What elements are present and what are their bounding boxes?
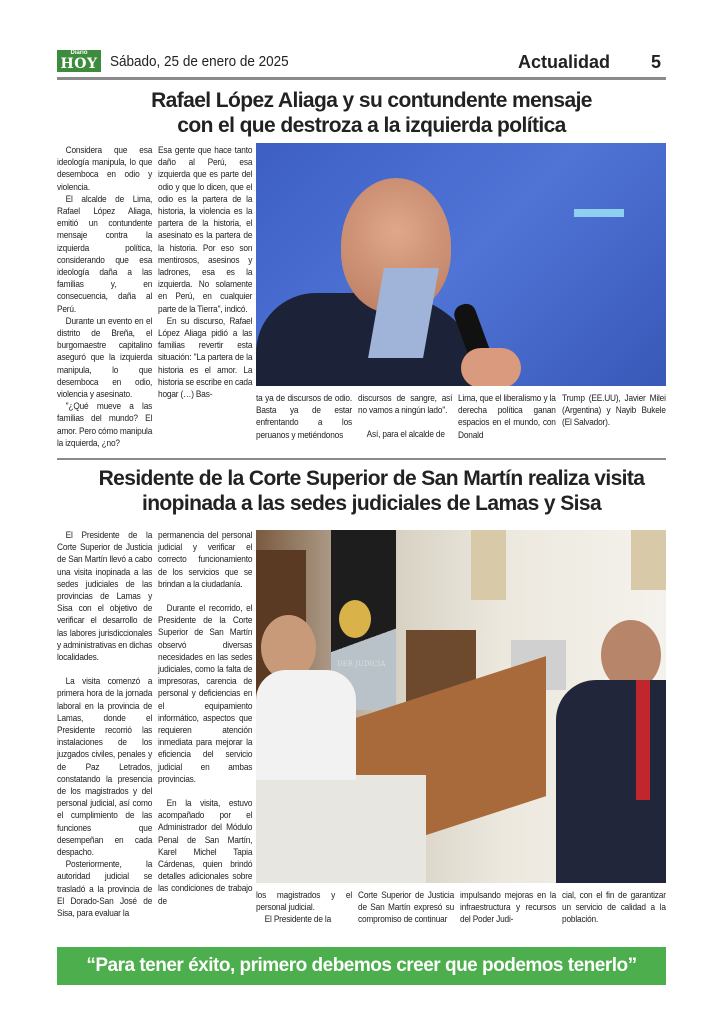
paragraph: El Presidente de la: [264, 914, 332, 926]
section-title: Actualidad: [518, 52, 611, 72]
paragraph: "¿Qué mueve a las familias del mundo? El amor. Pero cómo manipula la izquierda, ¿no?: [57, 401, 153, 449]
article1-column-1: [57, 145, 152, 450]
article2-column-5: [460, 890, 556, 927]
article2-headline: [40, 466, 703, 516]
paragraph: discursos de sangre, así no vamos a ningún lado".: [358, 393, 453, 417]
paragraph: Lima, que el liberalismo y la derecha política ganan espacios en el mundo, con Donald: [458, 393, 556, 441]
article2-column-1: [57, 530, 152, 920]
photo-light-element: [574, 209, 624, 217]
article1-column-4: [358, 393, 452, 442]
photo-flag-text: DER JUDICIA: [337, 660, 386, 668]
article2-column-3: [256, 890, 352, 927]
paragraph: los magistrados y el personal judicial.: [256, 890, 353, 914]
headline-line: inopinada a las sedes judiciales de Lamas y Sisa: [141, 492, 602, 515]
article2-column-4: [358, 890, 454, 927]
paragraph: El Presidente de la Corte Superior de Justicia de San Martín llevó a cabo una visita inopinada a las sedes judiciales de las provincias de Lamas y Sisa con el objetivo de verificar el desarrollo de las labores jurisdiccionales y administrativas en dichas localidades.: [57, 530, 153, 664]
photo-hand: [461, 348, 521, 386]
quote-banner: “Para tener éxito, primero debemos creer que podemos tenerlo”: [57, 947, 666, 985]
headline-line: con el que destroza a la izquierda política: [177, 114, 566, 137]
paragraph: Corte Superior de Justicia de San Martín expresó su compromiso de continuar: [358, 890, 455, 926]
article1-column-3: [256, 393, 352, 442]
paragraph: Así, para el alcalde de: [366, 429, 445, 441]
paragraph: cial, con el fin de garantizar un servicio de calidad a la población.: [562, 890, 666, 926]
header-rule: [57, 77, 666, 80]
logo-big-text: HOY: [60, 56, 98, 72]
paragraph: Posteriormente, la autoridad judicial se trasladó a la provincia de El Dorado-San José de Sisa, para evaluar la: [57, 859, 153, 920]
photo-emblem: [339, 600, 371, 638]
newspaper-logo: [57, 50, 101, 72]
photo-curtain: [631, 530, 666, 590]
logo-small-text: Diario: [70, 50, 88, 56]
photo-sash: [636, 680, 650, 800]
article2-column-6: [562, 890, 666, 927]
article2-column-2: [158, 530, 252, 908]
headline-line: Rafael López Aliaga y su contundente mensaje: [151, 89, 592, 112]
paragraph: Durante el recorrido, el Presidente de la Corte Superior de San Martín observó diversas necesidades en las sedes judiciales, como la falta de impresoras, carencia de personal y deficiencias en el equipamiento informático, aspectos que requieren atención inmediata para mejorar la eficiencia del servicio judicial en ambas provincias.: [158, 603, 253, 785]
paragraph: Durante un evento en el distrito de Breña, el burgomaestre capitalino aseguró que la izquierda manipula, lo que desemboca en odio, violencia y asesinato.: [57, 315, 153, 401]
paragraph: En la visita, estuvo acompañado por el Administrador del Módulo Penal de San Martín, Karel Michel Tapia Cárdenas, quien brindó detalles adicionales sobre las condiciones de trabajo de: [158, 798, 253, 907]
page-number: 5: [651, 52, 662, 72]
headline-line: Residente de la Corte Superior de San Martín realiza visita: [98, 467, 645, 490]
paragraph: Esa gente que hace tanto daño al Perú, esa izquierda que es parte del odio y que lo dicen, que el odio es la partera de la historia, la violencia es la partera de la historia, el asesinato es la partera de la historia. Por eso son mentirosos, asesinos y ladrones, esa es la izquierda. No solamente en Perú, en cualquier parte de la Tierra", indicó.: [158, 145, 253, 315]
paragraph: La visita comenzó a primera hora de la jornada laboral en la provincia de Lamas, donde el Presidente recorrió las instalaciones de los juzgados civiles, penales y de Paz Letrados, constatando la presencia de los magistrados y del personal judicial, así como el cumplimiento de las funciones que desempeñan en cada despacho.: [57, 676, 153, 859]
article1-column-5: [458, 393, 556, 442]
paragraph: ta ya de discursos de odio. Basta ya de estar enfrentando a los peruanos y metiéndonos: [256, 393, 353, 441]
paragraph: En su discurso, Rafael López Aliaga pidió a las familias revertir esta situación: "La partera de la historia es el amor. La historia se escribe en cada hogar (…) Bas-: [158, 315, 253, 401]
photo-man-left-shirt: [256, 670, 356, 780]
paragraph: Considera que esa ideología manipula, lo que desemboca en odio y violencia.: [57, 145, 153, 193]
article1-column-6: [562, 393, 666, 430]
paragraph: Trump (EE.UU), Javier Milei (Argentina) y Nayib Bukele (El Salvador).: [562, 393, 666, 429]
paragraph: El alcalde de Lima, Rafael López Aliaga, emitió un contundente mensaje contra la izquierda política, considerando que esa ideología daña a las familias y, en consecuencia, daña al Perú.: [57, 193, 153, 315]
article2-photo: [256, 530, 666, 883]
article1-photo: [256, 143, 666, 386]
photo-curtain: [471, 530, 506, 600]
article1-column-2: [158, 145, 252, 401]
paragraph: permanencia del personal judicial y verificar el correcto funcionamiento de los servicios que se brindan a la ciudadanía.: [158, 530, 253, 590]
paragraph: impulsando mejoras en la infraestructura y recursos del Poder Judi-: [460, 890, 557, 926]
issue-date: Sábado, 25 de enero de 2025: [110, 53, 289, 70]
article-divider: [57, 458, 666, 460]
article1-headline: [40, 88, 703, 138]
photo-papers: [256, 775, 426, 883]
